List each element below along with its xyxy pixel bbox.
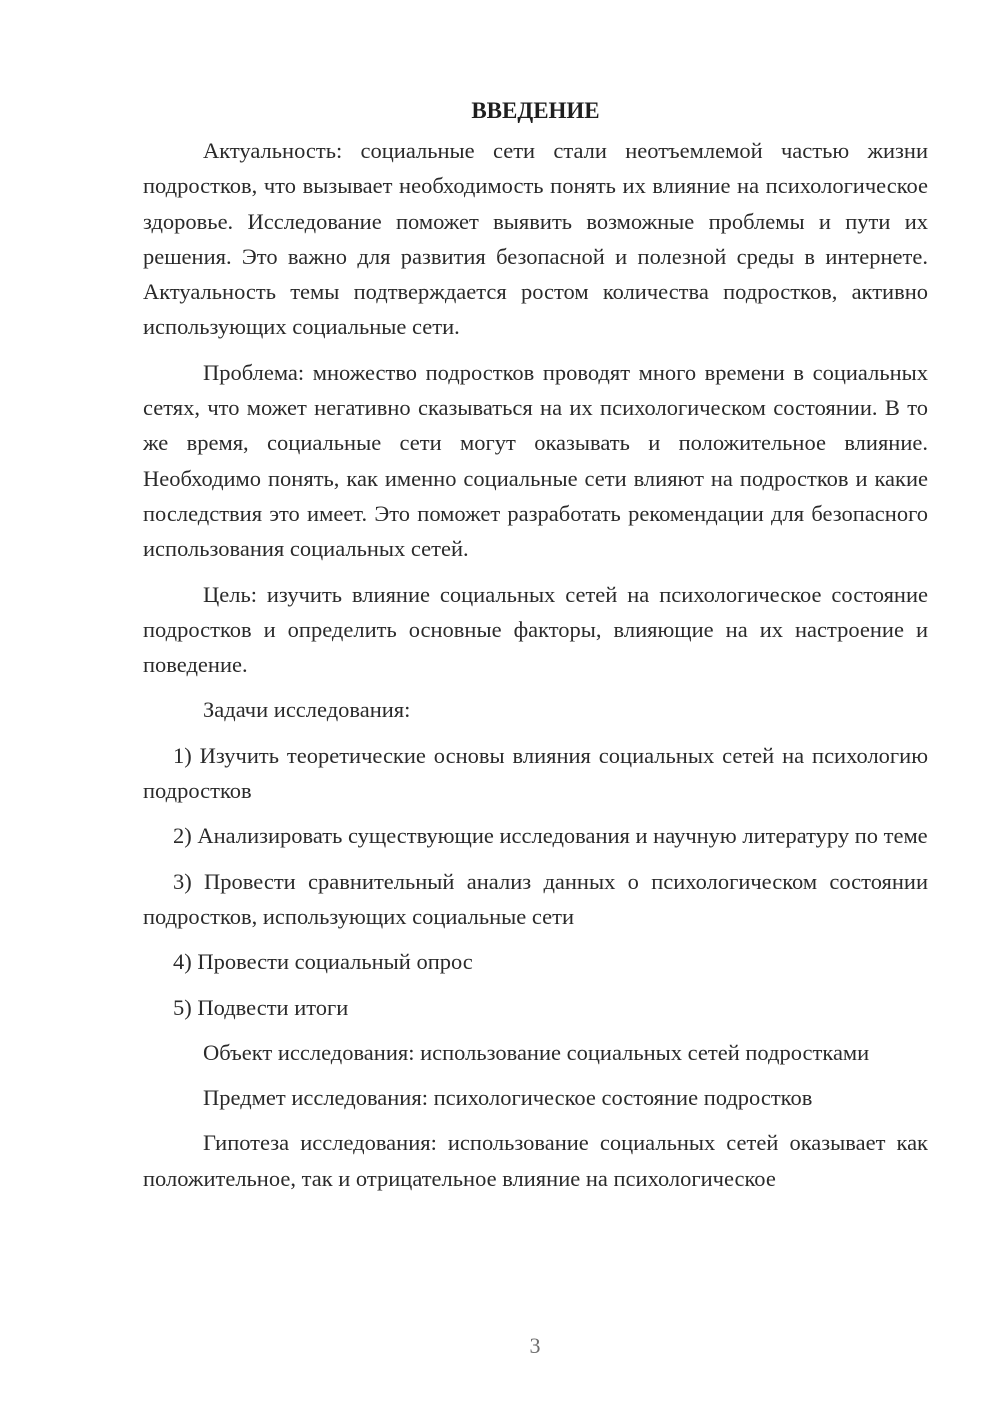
list-item-task-4: 4) Провести социальный опрос	[173, 949, 473, 975]
list-item-task-2: 2) Анализировать существующие исследования и научную литературу по теме	[173, 823, 928, 849]
paragraph-relevance: Актуальность: социальные сети стали неотъемлемой частью жизни подростков, что вызывает необходимость понять их влияние на психологическое здоровье. Исследование поможет выявить возможные проблемы и пути их решения. Это важно для развития безопасной и полезной среды в интернете. Актуальность темы подтверждается ростом количества подростков, активно использующих социальные сети.	[143, 138, 928, 340]
document-page	[143, 93, 928, 1206]
paragraph-object: Объект исследования: использование социальных сетей подростками	[203, 1039, 870, 1065]
list-item-task-1: 1) Изучить теоретические основы влияния социальных сетей на психологию подростков	[143, 742, 928, 804]
page-number: 3	[529, 1333, 541, 1358]
list-item-task-5: 5) Подвести итоги	[173, 994, 349, 1020]
list-item-task-3: 3) Провести сравнительный анализ данных о психологическом состоянии подростков, использующих социальные сети	[143, 868, 928, 929]
paragraph-subject: Предмет исследования: психологическое состояние подростков	[203, 1085, 813, 1111]
paragraph-hypothesis: Гипотеза исследования: использование социальных сетей оказывает как положительное, так и отрицательное влияние на психологическое	[143, 1130, 928, 1191]
paragraph-problem: Проблема: множество подростков проводят много времени в социальных сетях, что может негативно сказываться на их психологическом состоянии. В то же время, социальные сети могут оказывать и положительное влияние. Необходимо понять, как именно социальные сети влияют на подростков и какие последствия это имеет. Это поможет разработать рекомендации для безопасного использования социальных сетей.	[143, 359, 928, 562]
section-title: ВВЕДЕНИЕ	[471, 98, 600, 123]
paragraph-goal: Цель: изучить влияние социальных сетей на психологическое состояние подростков и определить основные факторы, влияющие на их настроение и поведение.	[143, 581, 928, 678]
paragraph-tasks-heading: Задачи исследования:	[203, 697, 411, 723]
